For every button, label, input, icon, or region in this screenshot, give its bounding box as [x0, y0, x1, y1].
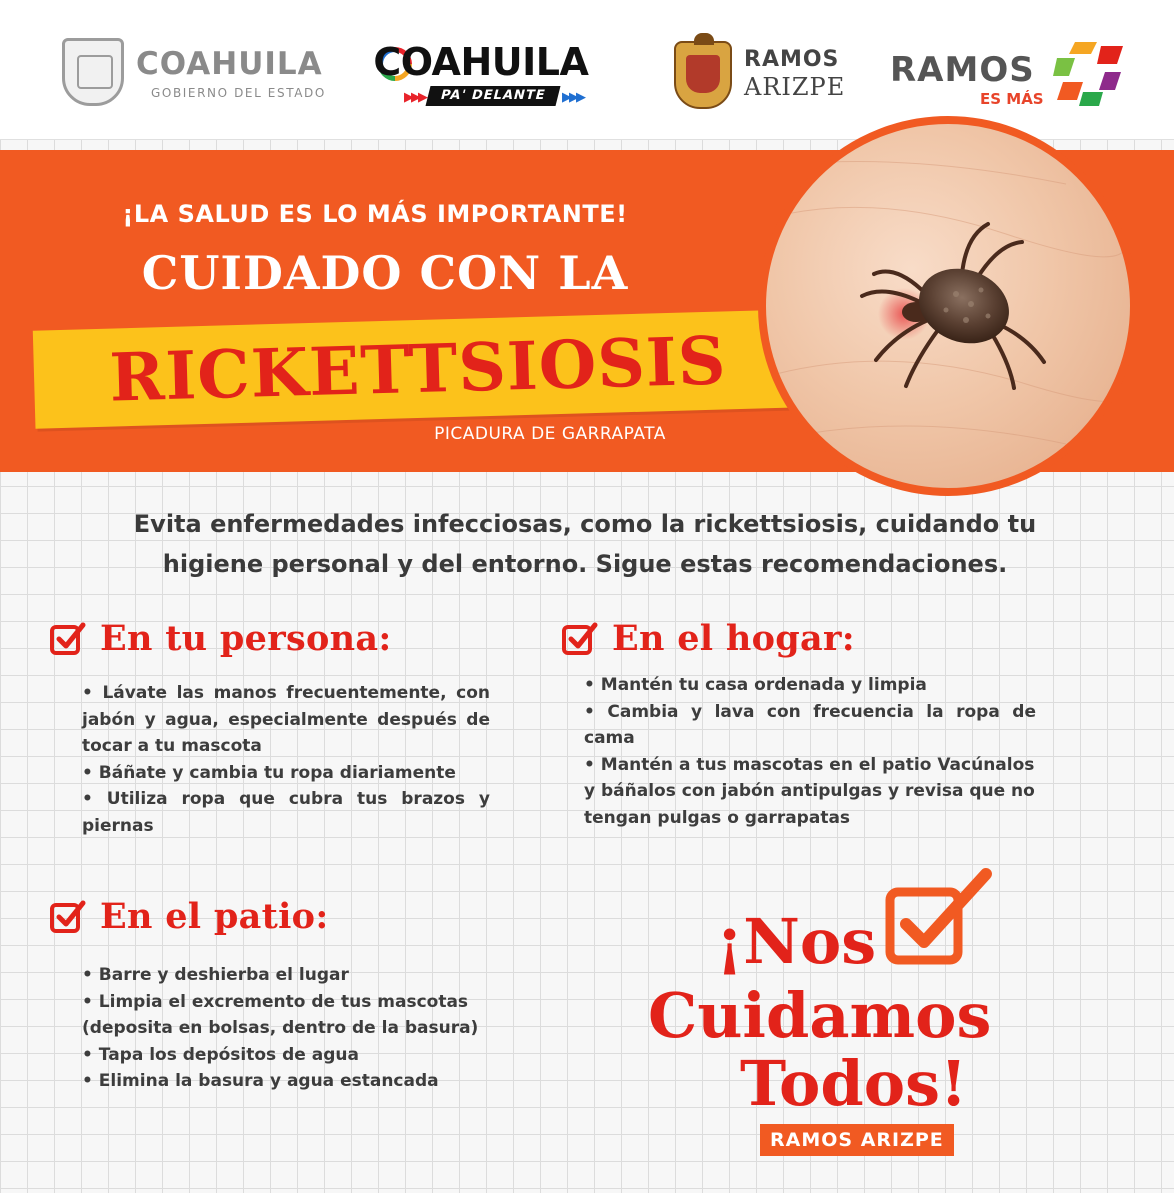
logo-coahuila-title: COAHUILA — [136, 46, 323, 82]
list-item: • Mantén a tus mascotas en el patio Vacúnalos y báñalos con jabón antipulgas y revisa que no tengan pulgas o garrapatas — [584, 754, 1035, 828]
intro-line2-start: higiene personal y del entorno. — [162, 550, 596, 578]
section-head-persona — [50, 618, 392, 659]
ramos-mark-icon — [1053, 42, 1123, 106]
slogan-block — [640, 868, 1060, 1168]
list-persona — [82, 680, 490, 839]
chevrons-right-icon: ▶▶▶ — [562, 90, 583, 105]
banner-highlight-word: RICKETTSIOSIS — [108, 321, 728, 417]
intro-line1: Evita enfermedades infecciosas, como la rickettsiosis, cuidando tu — [133, 510, 1037, 538]
section-head-patio — [50, 896, 329, 937]
logo-ramos-title: RAMOS — [890, 50, 1035, 90]
logo-pa-title — [373, 40, 589, 84]
logo-ramos-arizpe — [674, 35, 844, 115]
logo-ramos-arizpe-line2: ARIZPE — [744, 73, 846, 101]
list-item: • Mantén tu casa ordenada y limpia — [584, 675, 927, 695]
logo-ramos-arizpe-line1: RAMOS — [744, 47, 840, 72]
slogan-tag: RAMOS ARIZPE — [760, 1124, 954, 1156]
tick-photo — [758, 116, 1138, 496]
logo-bar — [0, 0, 1174, 140]
intro-paragraph — [30, 504, 1140, 584]
logo-coahuila-gobierno — [62, 38, 352, 108]
logo-ramos-subtitle: ES MÁS — [980, 90, 1044, 108]
banner-caption: PICADURA DE GARRAPATA — [434, 424, 666, 444]
logo-coahuila-pa-delante — [373, 40, 606, 108]
list-item: • Elimina la basura y agua estancada — [82, 1071, 439, 1091]
intro-line2-bold: Sigue estas recomendaciones. — [595, 550, 1008, 578]
list-item: • Tapa los depósitos de agua — [82, 1044, 359, 1065]
list-item: • Báñate y cambia tu ropa diariamente — [82, 762, 456, 783]
logo-pa-title-text: COAHUILA — [373, 40, 589, 84]
intro-line2 — [30, 544, 1140, 584]
list-patio — [82, 962, 502, 1095]
checkbox-icon — [50, 899, 86, 935]
chevrons-left-icon: ▶▶▶ — [404, 90, 425, 105]
big-checkbox-icon — [884, 868, 994, 968]
checkbox-icon — [562, 621, 598, 657]
logo-coahuila-subtitle: GOBIERNO DEL ESTADO — [151, 86, 326, 100]
list-item: • Limpia el excremento de tus mascotas (deposita en bolsas, dentro de la basura) — [82, 991, 479, 1038]
slogan-line1: ¡Nos — [716, 905, 877, 978]
list-item: • Utiliza ropa que cubra tus brazos y piernas — [82, 789, 490, 836]
checkbox-icon — [50, 621, 86, 657]
section-title-patio: En el patio: — [100, 896, 329, 937]
list-item: • Cambia y lava con frecuencia la ropa de cama — [584, 701, 1036, 748]
coat-of-arms-icon — [674, 41, 732, 109]
logo-pa-ribbon: PA' DELANTE — [426, 86, 561, 106]
list-hogar — [584, 672, 1036, 831]
slogan-line3: Todos! — [740, 1047, 968, 1120]
section-title-persona: En tu persona: — [100, 618, 392, 659]
logo-ramos-es-mas — [890, 42, 1130, 112]
tick-illustration — [766, 124, 1130, 488]
list-item: • Barre y deshierba el lugar — [82, 965, 349, 985]
section-head-hogar — [562, 618, 855, 659]
slogan-line2: Cuidamos — [648, 979, 992, 1052]
coat-of-arms-icon — [62, 38, 124, 106]
banner-kicker: ¡LA SALUD ES LO MÁS IMPORTANTE! — [122, 200, 628, 228]
banner-title: CUIDADO CON LA — [141, 246, 629, 300]
list-item: • Lávate las manos frecuentemente, con jabón y agua, especialmente después de tocar a tu mascota — [82, 683, 490, 756]
section-title-hogar: En el hogar: — [612, 618, 855, 659]
